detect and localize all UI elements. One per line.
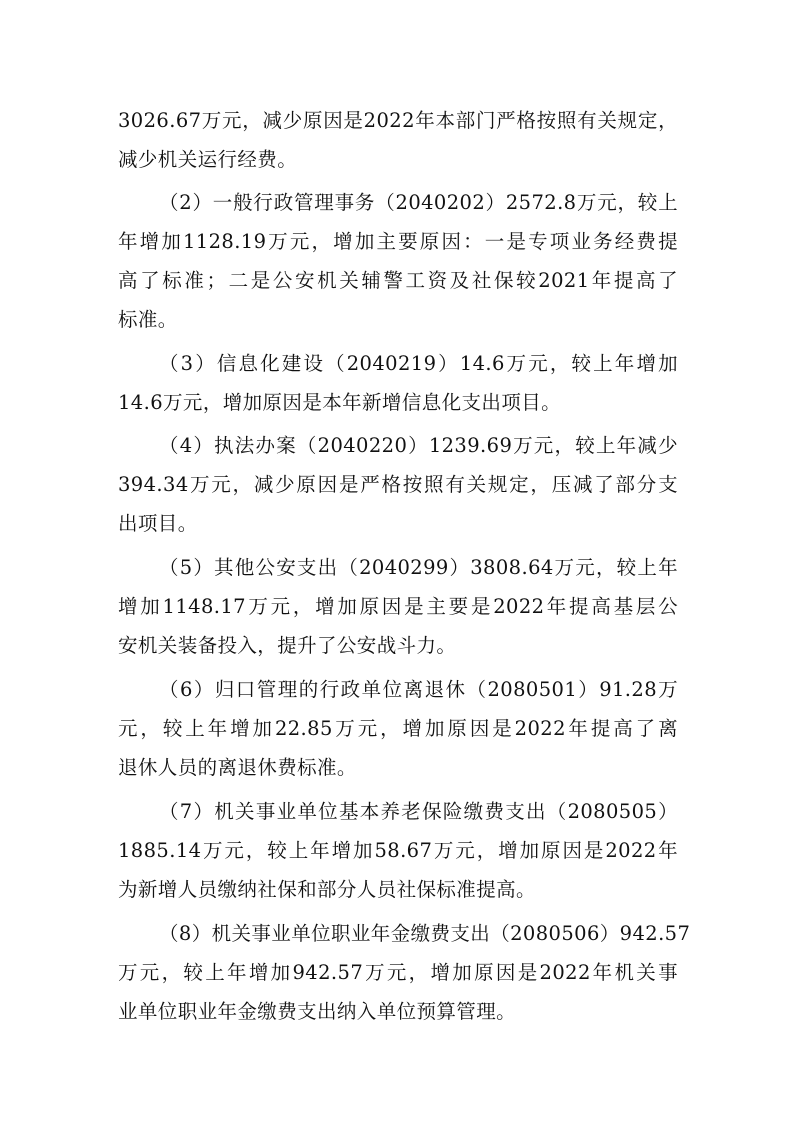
paragraph-line: 3026.67万元，减少原因是2022年本部门严格按照有关规定， <box>118 109 678 132</box>
paragraph-line: 为新增人员缴纳社保和部分人员社保标准提高。 <box>118 878 536 901</box>
paragraph-line: 标准。 <box>118 308 178 331</box>
paragraph-line: 业单位职业年金缴费支出纳入单位预算管理。 <box>118 1000 517 1023</box>
paragraph-line: （8）机关事业单位职业年金缴费支出（2080506）942.57 <box>159 922 691 945</box>
paragraph-line: 退休人员的离退休费标准。 <box>118 756 357 779</box>
paragraph-line: （2）一般行政管理事务（2040202）2572.8万元，较上 <box>159 191 678 214</box>
paragraph-line: 减少机关运行经费。 <box>118 148 298 171</box>
paragraph-line: （4）执法办案（2040220）1239.69万元，较上年减少 <box>159 434 678 457</box>
paragraph-line: 元，较上年增加22.85万元，增加原因是2022年提高了离 <box>118 717 678 740</box>
paragraph-line: （6）归口管理的行政单位离退休（2080501）91.28万 <box>159 678 678 701</box>
paragraph-line: （7）机关事业单位基本养老保险缴费支出（2080505） <box>159 800 678 823</box>
paragraph-line: 年增加1128.19万元，增加主要原因：一是专项业务经费提 <box>118 230 678 253</box>
paragraph-line: （3）信息化建设（2040219）14.6万元，较上年增加 <box>159 352 678 375</box>
paragraph-line: 1885.14万元，较上年增加58.67万元，增加原因是2022年 <box>118 839 678 862</box>
paragraph-line: 增加1148.17万元，增加原因是主要是2022年提高基层公 <box>118 595 678 618</box>
paragraph-line: 14.6万元，增加原因是本年新增信息化支出项目。 <box>118 391 562 414</box>
paragraph-line: 万元，较上年增加942.57万元，增加原因是2022年机关事 <box>118 961 678 984</box>
paragraph-line: 394.34万元，减少原因是严格按照有关规定，压减了部分支 <box>118 473 678 496</box>
paragraph-line: 安机关装备投入，提升了公安战斗力。 <box>118 634 457 657</box>
paragraph-line: 出项目。 <box>118 512 198 535</box>
paragraph-line: 高了标准；二是公安机关辅警工资及社保较2021年提高了 <box>118 269 678 292</box>
paragraph-line: （5）其他公安支出（2040299）3808.64万元，较上年 <box>159 556 678 579</box>
